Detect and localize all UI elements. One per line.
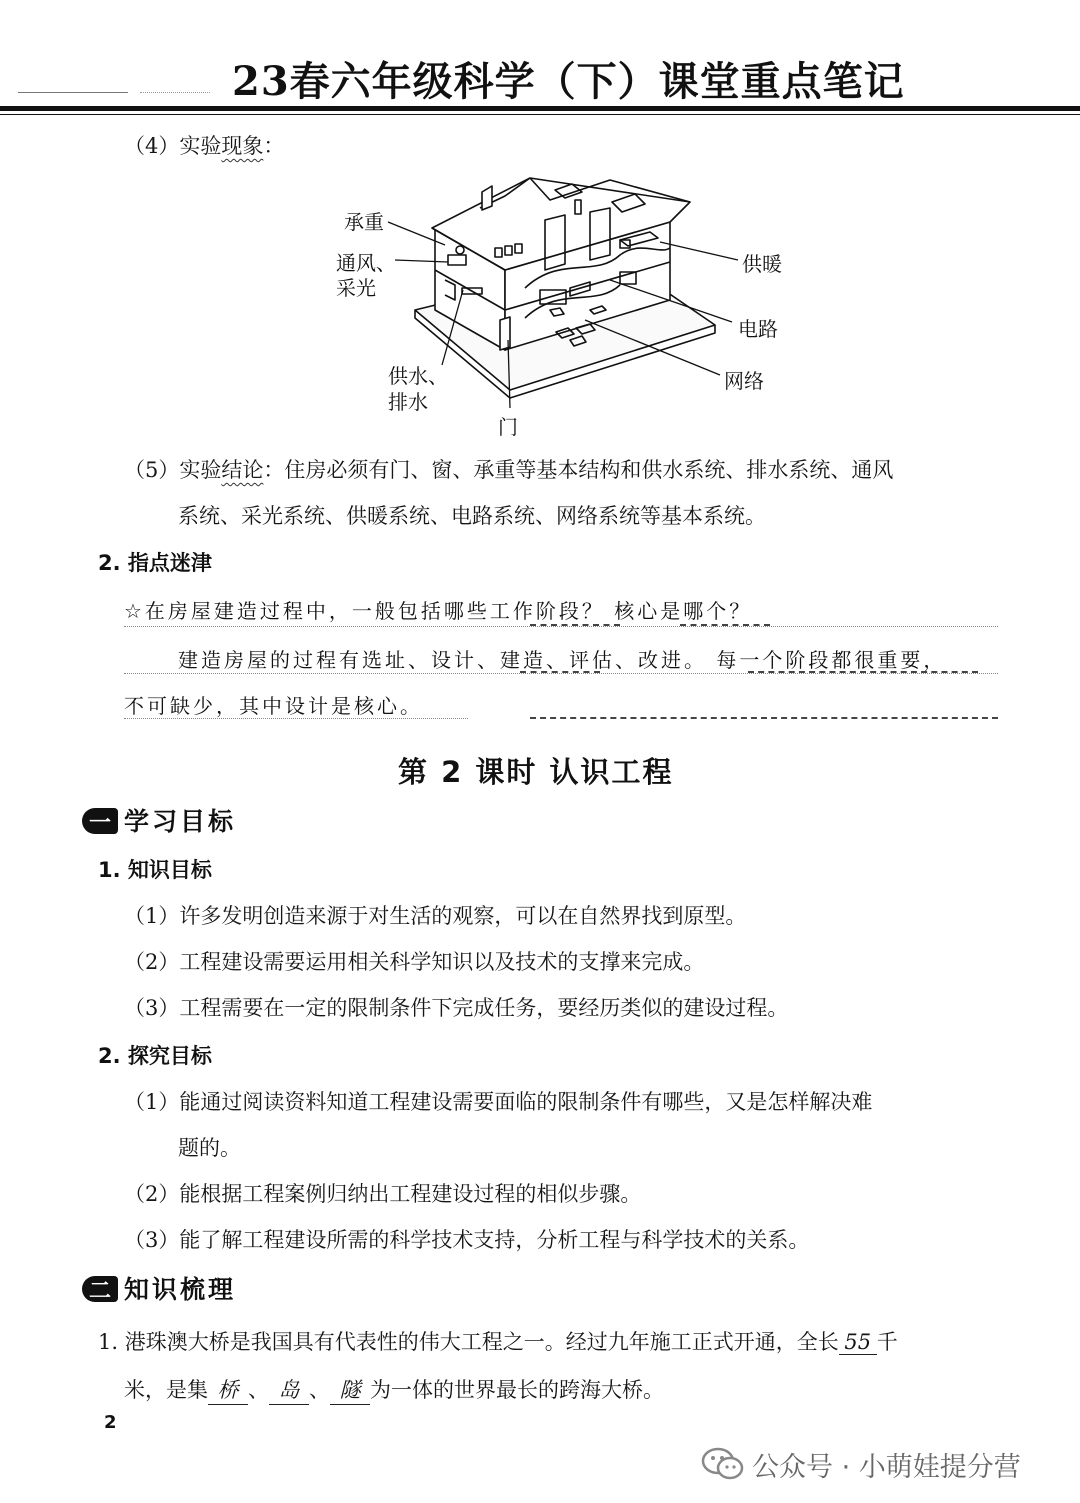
- header-rule-thick: [0, 106, 1080, 111]
- tips-dashline-3b: [530, 717, 998, 719]
- section1-title: 学习目标: [124, 807, 237, 836]
- label-water-a: 供水、: [388, 364, 448, 388]
- part5-line1: （5）实验结论：住房必须有门、窗、承重等基本结构和供水系统、排水系统、通风: [124, 458, 894, 482]
- label-ventilation-a: 通风、: [336, 251, 396, 275]
- header-rule-thin: [0, 114, 1080, 115]
- tips-dotline-3a: [124, 718, 468, 719]
- header-left-line: [18, 92, 128, 93]
- section2-badge: 二: [82, 1276, 118, 1302]
- section2-title: 知识梳理: [124, 1275, 237, 1304]
- inquiry-heading: 2. 探究目标: [98, 1044, 212, 1068]
- inquiry-item-1-line2: 题的。: [178, 1136, 241, 1160]
- tips-dotline-2: [124, 673, 998, 674]
- page-number: 2: [104, 1412, 117, 1433]
- tips-emph-dash-1: [530, 624, 620, 626]
- section1-badge: 一: [82, 808, 118, 834]
- tips-dotline-1: [124, 626, 998, 627]
- part5-line2: 系统、采光系统、供暖系统、电路系统、网络系统等基本系统。: [178, 504, 766, 528]
- blank-length: 55: [839, 1330, 877, 1355]
- label-ventilation-b: 采光: [336, 276, 376, 300]
- knowledge-item-2: （2）工程建设需要运用相关科学知识以及技术的支撑来完成。: [124, 950, 705, 974]
- inquiry-item-2: （2）能根据工程案例归纳出工程建设过程的相似步骤。: [124, 1182, 642, 1206]
- knowledge-review-item-1-line1: 1. 港珠澳大桥是我国具有代表性的伟大工程之一。经过九年施工正式开通，全长 55 千: [98, 1330, 898, 1354]
- blank-island: 岛: [269, 1374, 309, 1405]
- header-left-dots: [140, 92, 210, 93]
- tips-emph-dash-2: [680, 624, 770, 626]
- part4-label: （4）实验现象：: [124, 134, 285, 158]
- label-door: 门: [498, 415, 518, 439]
- blank-tunnel: 隧: [330, 1374, 370, 1405]
- tips-emph-dash-3: [520, 671, 600, 673]
- tips-answer-line2: 不可缺少，其中设计是核心。: [124, 694, 423, 718]
- label-circuit: 电路: [738, 317, 778, 341]
- inquiry-item-3: （3）能了解工程建设所需的科学技术支持，分析工程与科学技术的关系。: [124, 1228, 810, 1252]
- knowledge-item-3: （3）工程需要在一定的限制条件下完成任务，要经历类似的建设过程。: [124, 996, 789, 1020]
- knowledge-review-item-1-line2: 米，是集 桥 、 岛 、 隧 为一体的世界最长的跨海大桥。: [124, 1374, 664, 1405]
- knowledge-heading: 1. 知识目标: [98, 858, 212, 882]
- knowledge-item-1: （1）许多发明创造来源于对生活的观察，可以在自然界找到原型。: [124, 904, 747, 928]
- label-load-bearing: 承重: [344, 210, 384, 234]
- tips-answer-line1: 建造房屋的过程有选址、设计、建造、评估、改进。 每一个阶段都很重要，: [178, 648, 947, 672]
- watermark: 公众号 · 小萌娃提分营: [752, 1452, 1021, 1483]
- tips-heading: 2. 指点迷津: [98, 551, 212, 575]
- tips-question: ☆在房屋建造过程中，一般包括哪些工作阶段？ 核心是哪个？: [124, 599, 753, 623]
- label-water-b: 排水: [388, 390, 428, 414]
- blank-bridge: 桥: [208, 1374, 248, 1405]
- tips-emph-dash-4: [748, 671, 978, 673]
- inquiry-item-1-line1: （1）能通过阅读资料知道工程建设需要面临的限制条件有哪些，又是怎样解决难: [124, 1090, 873, 1114]
- lesson-title: 第 2 课时 认识工程: [398, 755, 674, 789]
- wechat-icon: [700, 1446, 746, 1482]
- label-network: 网络: [724, 369, 764, 393]
- label-heating: 供暖: [742, 252, 782, 276]
- page-title: 23春六年级科学（下）课堂重点笔记: [232, 58, 905, 105]
